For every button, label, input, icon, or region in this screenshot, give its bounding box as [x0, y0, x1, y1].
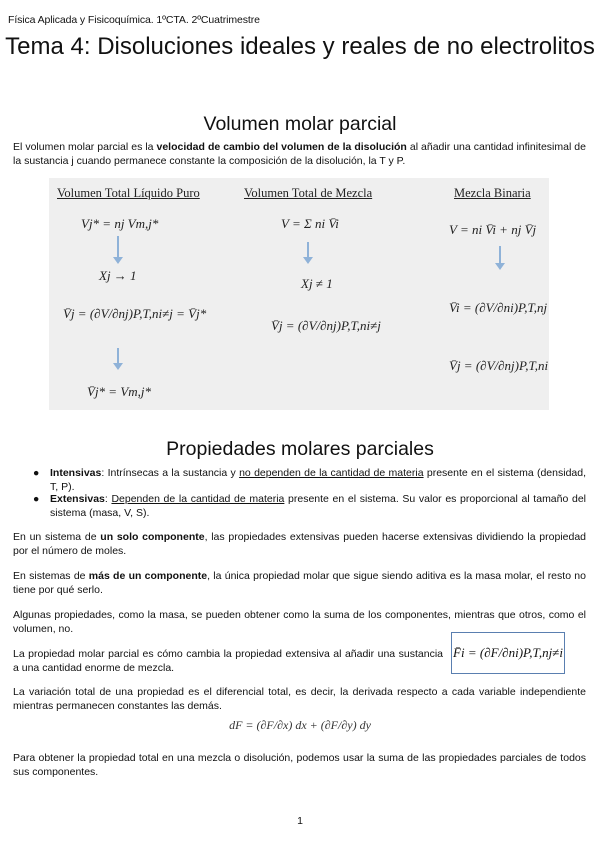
intro-text-post: al añadir una cantidad infinitesimal de la sustancia j cuando permanece constante la composición de la disolución, la T y P.: [13, 141, 586, 167]
arrow-down-icon: [499, 246, 501, 264]
arrow-down-icon: [117, 348, 119, 364]
section-heading-propiedades: Propiedades molares parciales: [166, 438, 434, 460]
bullet-text: [50, 492, 586, 520]
page-title: Tema 4: Disoluciones ideales y reales de no electrolitos: [5, 33, 595, 60]
figure-header-mezcla: Volumen Total de Mezcla: [244, 186, 373, 200]
paragraph-mas-componentes: [13, 569, 586, 597]
eq-mixture-volume: V = Σ ni V̄i: [281, 216, 339, 231]
paragraph-masa-volumen: Algunas propiedades, como la masa, se pueden obtener como la suma de los componentes, mientras que otros, como el volumen, no.: [13, 609, 586, 635]
para-text: En un sistema de: [13, 531, 101, 543]
page-number: 1: [297, 815, 303, 827]
arrow-down-icon: [117, 236, 119, 258]
bullet-dot-icon: ●: [33, 467, 40, 479]
para-bold: más de un componente: [88, 570, 208, 582]
total-differential-formula: dF = (∂F/∂x) dx + (∂F/∂y) dy: [229, 718, 371, 732]
eq-x-not-1: Xj ≠ 1: [301, 276, 333, 291]
eq-molar-pure: V̄j* = Vm,j*: [87, 384, 152, 399]
paragraph-diferencial: La variación total de una propiedad es el diferencial total, es decir, la derivada respecto a cada variable independiente mientras permanecen constantes las demás.: [13, 686, 586, 712]
bullet-underline: Dependen de la cantidad de materia: [111, 493, 285, 505]
eq-x-to-1: Xj → 1: [99, 268, 137, 283]
partial-molar-formula-box: F̄i = (∂F/∂ni)P,T,nj≠i: [451, 632, 565, 674]
header-note: Física Aplicada y Fisicoquímica. 1ºCTA. 2ºCuatrimestre: [8, 14, 260, 26]
bullet-term: Intensivas: [50, 467, 102, 479]
bullet-intensivas: [33, 466, 586, 494]
arrow-down-icon: [307, 242, 309, 258]
bullet-text-post: presente en el sistema. Su valor es proporcional al tamaño del sistema (masa, V, S).: [50, 493, 586, 519]
intro-bold: velocidad de cambio del volumen de la disolución: [156, 141, 407, 153]
bullet-term: Extensivas: [50, 493, 105, 505]
paragraph-suma-parciales: Para obtener la propiedad total en una mezcla o disolución, podemos usar la suma de las propiedades parciales de todos sus componentes.: [13, 752, 586, 778]
paragraph-definicion: La propiedad molar parcial es cómo cambia la propiedad extensiva al añadir una sustancia a una cantidad enorme de mezcla.: [13, 648, 443, 674]
paragraph-un-componente: [13, 530, 586, 558]
figure-header-binaria: Mezcla Binaria: [454, 186, 531, 200]
para-text: En sistemas de: [13, 570, 89, 582]
bullet-text-mid: : Intrínsecas a la sustancia y: [101, 467, 240, 479]
intro-text: El volumen molar parcial es la: [13, 141, 157, 153]
bullet-text-mid: :: [104, 493, 112, 505]
eq-partial-binary-i: V̄i = (∂V/∂ni)P,T,nj: [449, 300, 548, 315]
eq-binary-volume: V = ni V̄i + nj V̄j: [449, 222, 537, 237]
figure-header-liquido-puro: Volumen Total Líquido Puro: [57, 186, 200, 200]
intro-paragraph: [13, 140, 586, 168]
para-text-post: , las propiedades extensivas pueden hacerse extensivas dividiendo la propiedad por el número de moles.: [13, 531, 587, 557]
volume-figure: [49, 178, 549, 410]
eq-partial-mixture: V̄j = (∂V/∂nj)P,T,ni≠j: [271, 318, 381, 333]
bullet-text: [50, 466, 586, 494]
eq-pure-volume: Vj* = nj Vm,j*: [81, 216, 159, 231]
section-heading-volumen-molar: Volumen molar parcial: [203, 113, 397, 135]
para-text-post: , la única propiedad molar que sigue siendo aditiva es la masa molar, el resto no tiene por qué serlo.: [13, 570, 586, 596]
eq-partial-pure: V̄j = (∂V/∂nj)P,T,ni≠j = V̄j*: [63, 306, 207, 321]
bullet-text-post: presente en el sistema (densidad, T, P).: [50, 467, 587, 493]
bullet-dot-icon: ●: [33, 493, 40, 505]
para-bold: un solo componente: [100, 531, 205, 543]
eq-partial-binary-j: V̄j = (∂V/∂nj)P,T,ni: [449, 358, 549, 373]
bullet-extensivas: [33, 492, 586, 520]
bullet-underline: no dependen de la cantidad de materia: [239, 467, 424, 479]
